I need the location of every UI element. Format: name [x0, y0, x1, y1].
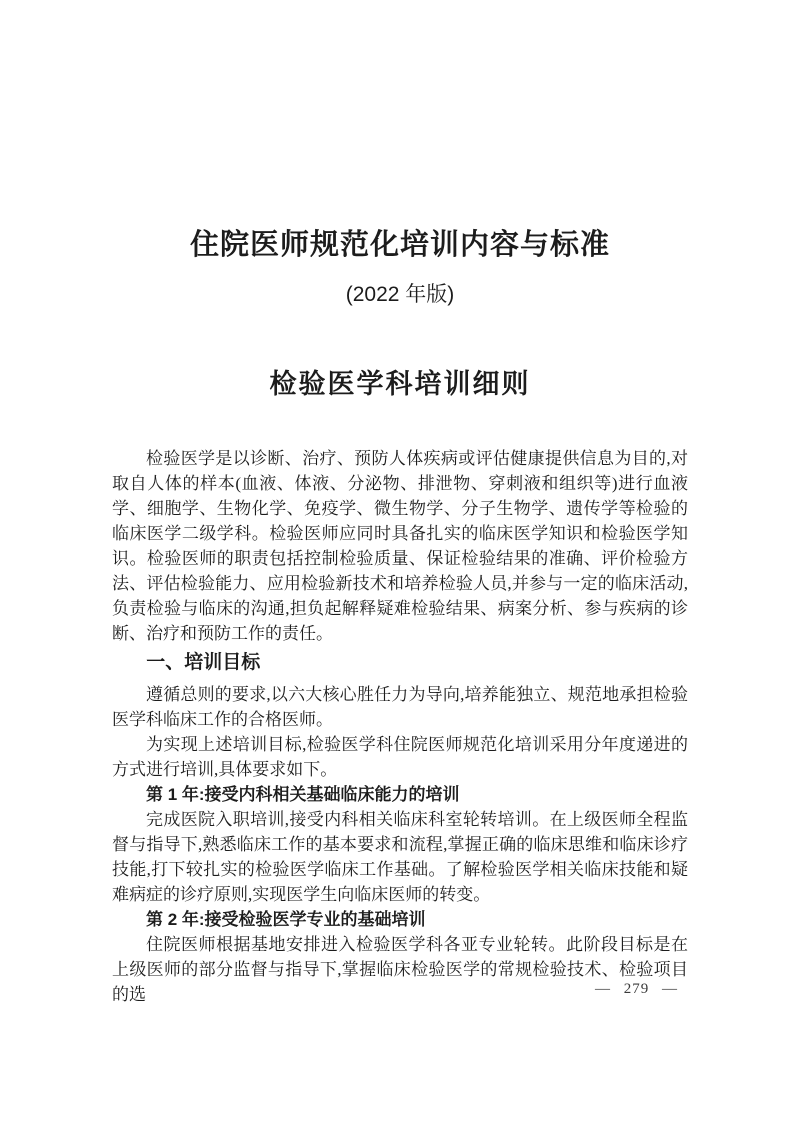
intro-paragraph: 检验医学是以诊断、治疗、预防人体疾病或评估健康提供信息为目的,对取自人体的样本(血液、体液、分泌物、排泄物、穿刺液和组织等)进行血液学、细胞学、生物化学、免疫学、微生物学、分子生物学、遗传学等检验的临床医学二级学科。检验医师应同时具备扎实的临床医学知识和检验医学知识。检验医师的职责包括控制检验质量、保证检验结果的准确、评价检验方法、评估检验能力、应用检验新技术和培养检验人员,并参与一定的临床活动,负责检验与临床的沟通,担负起解释疑难检验结果、病案分析、参与疾病的诊断、治疗和预防工作的责任。	[112, 449, 688, 643]
section-1-paragraph-2: 为实现上述培训目标,检验医学科住院医师规范化培训采用分年度递进的方式进行培训,具体要求如下。	[112, 735, 688, 779]
year-1-paragraph: 完成医院入职培训,接受内科相关临床科室轮转培训。在上级医师全程监督与指导下,熟悉临床工作的基本要求和流程,掌握正确的临床思维和临床诊疗技能,打下较扎实的检验医学临床工作基础。了解检验医学相关临床技能和疑难病症的诊疗原则,实现医学生向临床医师的转变。	[112, 810, 688, 904]
chapter-title: 检验医学科培训细则	[269, 369, 531, 399]
page-number: — 279 —	[595, 981, 678, 997]
year-2-heading: 第 2 年:接受检验医学专业的基础培训	[146, 910, 426, 929]
body-text	[112, 446, 688, 1007]
edition-label: (2022 年版)	[345, 283, 455, 306]
section-1-heading: 一、培训目标	[146, 652, 261, 673]
section-1-paragraph-1: 遵循总则的要求,以六大核心胜任力为导向,培养能独立、规范地承担检验医学科临床工作的合格医师。	[112, 685, 688, 729]
year-1-heading: 第 1 年:接受内科相关基础临床能力的培训	[146, 785, 460, 804]
year-2-paragraph: 住院医师根据基地安排进入检验医学科各亚专业轮转。此阶段目标是在上级医师的部分监督与指导下,掌握临床检验医学的常规检验技术、检验项目的选	[112, 935, 688, 1004]
document-title: 住院医师规范化培训内容与标准	[189, 229, 610, 261]
page-content	[112, 0, 688, 1007]
